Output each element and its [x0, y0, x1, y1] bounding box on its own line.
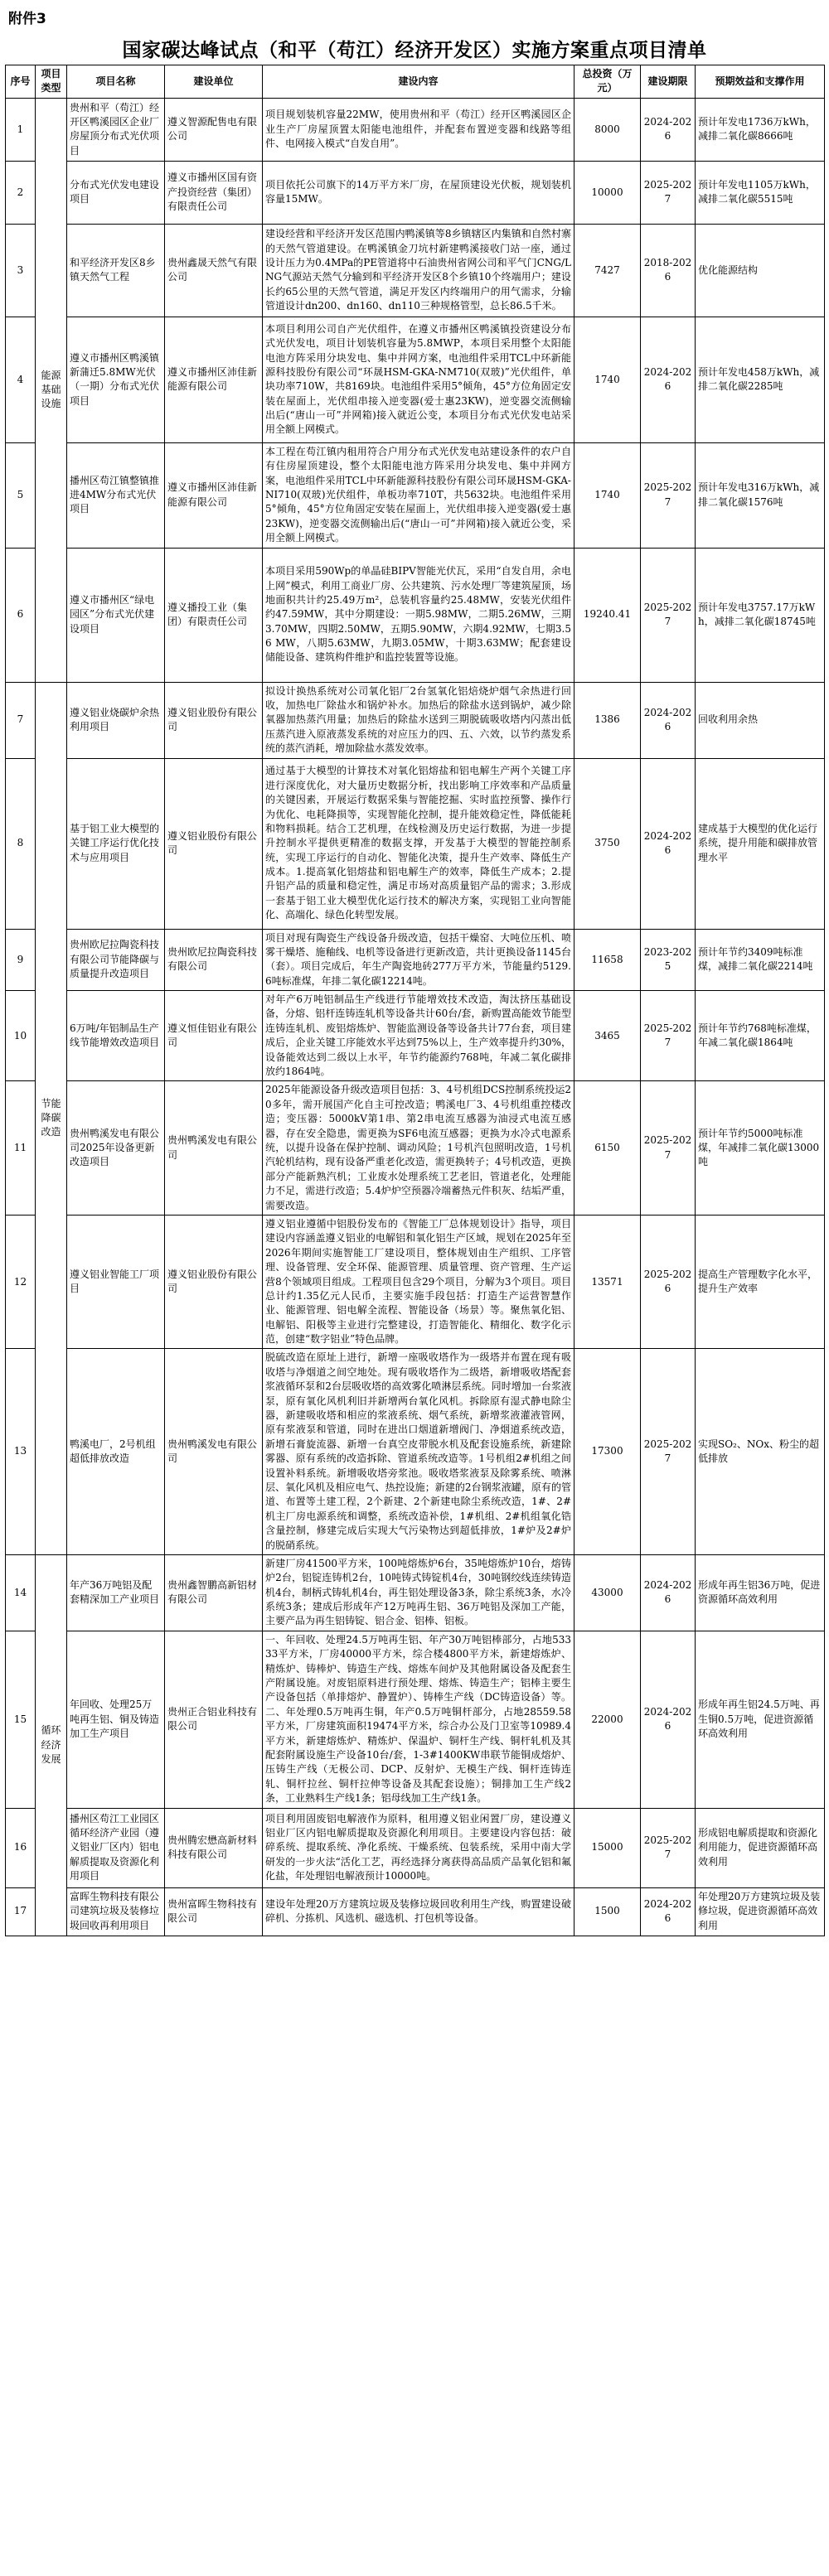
- total-investment: 17300: [574, 1349, 641, 1554]
- total-investment: 22000: [574, 1631, 641, 1808]
- construction-content: 脱硫改造在原址上进行，新增一座吸收塔作为一级塔并布置在现有吸收塔与净烟道之间空地处。现有吸收塔作为二级塔，新增吸收塔配套浆液循环泵和2台层吸收塔的高效雾化喷淋层系统。同时增加一台浆液泵，原有氧化风机利旧并新增两台氧化风机。拆除原有湿式静电除尘器，新建吸收塔和相应的浆液系统、烟气系统，新增浆液灌液管网，原有浆液泵和管道，同时在进出口烟道新增阀门、净烟道系统改造，新增石膏旋流器、新增一台真空皮带脱水机及配套设施系统，新建除雾器、原有系统的改造拆除、管道系统改造等。1号机组2#机组之间设置补料系统。新增吸收塔旁浆池。吸收塔浆液泵及除雾系统、喷淋层、氧化风机及相应电气、热控设施；新建的2台钢浆液罐，原有的管道、布置等土建工程，2个新建、2个新建电除尘系统改造，1#、2#机主厂房电源系统和调整，系统改造补偿，1#机组、2#机组氧化锆含量控制，修建完成后实现大气污染物达到超低排放，1#炉及2#炉的脱硝系统。: [263, 1349, 574, 1554]
- expected-benefit: 实现SO₂、NOx、粉尘的超低排放: [696, 1349, 825, 1554]
- row-number: 9: [6, 929, 36, 991]
- row-number: 4: [6, 317, 36, 442]
- construction-period: 2024-2026: [641, 1554, 696, 1631]
- header-period: 建设期限: [641, 65, 696, 99]
- project-name: 分布式光伏发电建设项目: [67, 161, 165, 224]
- construction-unit: 遵义播投工业（集团）有限责任公司: [165, 548, 263, 682]
- construction-content: 通过基于大模型的计算技术对氧化铝熔盐和铝电解生产两个关键工序进行深度优化，对大量历史数据分析，找出影响工序效率和产品质量的关键因素，开展运行数据采集与智能挖掘、实时监控预警、操作行为优化、电耗降损等，实现智能化控制，提升能效稳定性，降低能耗和物料损耗。结合工艺机理，在线检测及历史运行数据，为进一步提升控制水平提供更精准的数据支撑，开发基于大模型的智能控制系统，实现工序运行的自动化、智能化决策，提升生产效率、降低生产成本。1.提高氧化铝熔盐和铝电解生产的效率，降低生产成本；2.提升铝产品的质量和稳定性，满足市场对高质量铝产品的需求；3.形成一套基于铝工业大模型优化运行技术的解决方案，实现铝工业向智能化、高端化、绿色化转型发展。: [263, 758, 574, 929]
- expected-benefit: 形成年再生铝24.5万吨、再生铜0.5万吨，促进资源循环高效利用: [696, 1631, 825, 1808]
- total-investment: 13571: [574, 1215, 641, 1349]
- total-investment: 6150: [574, 1081, 641, 1216]
- row-number: 8: [6, 758, 36, 929]
- construction-period: 2025-2027: [641, 1808, 696, 1887]
- table-row: [6, 442, 825, 548]
- row-number: 3: [6, 224, 36, 317]
- expected-benefit: 建成基于大模型的优化运行系统，提升用能和碳排放管理水平: [696, 758, 825, 929]
- row-number: 12: [6, 1215, 36, 1349]
- construction-unit: 贵州鑫晟天然气有限公司: [165, 224, 263, 317]
- construction-unit: 遵义铝业股份有限公司: [165, 758, 263, 929]
- row-number: 7: [6, 682, 36, 758]
- expected-benefit: 预计年节约5000吨标准煤，年减排二氧化碳13000吨: [696, 1081, 825, 1216]
- construction-content: 建设经营和平经济开发区范围内鸭溪镇等8乡镇辖区内集镇和自然村寨的天然气管道建设。在鸭溪镇金刀坑村新建鸭溪接收门站一座，通过设计压力为0.4MPa的PE管道将中石油贵州省网公司和平气门CNG/LNG气源站天然气分输到和平经济开发区8个乡镇10个终端用户；建设长约65公里的天然气管道，满足开发区内终端用户的用气需求，分输管道设计dn200、dn160、dn110三种规格管型，总长86.5千米。: [263, 224, 574, 317]
- construction-unit: 遵义智源配售电有限公司: [165, 98, 263, 161]
- project-name: 遵义铝业烧碳炉余热利用项目: [67, 682, 165, 758]
- construction-period: 2025-2027: [641, 548, 696, 682]
- expected-benefit: 预计年发电1736万kWh，减排二氧化碳8666吨: [696, 98, 825, 161]
- table-row: [6, 224, 825, 317]
- project-name: 贵州鸭溪发电有限公司2025年设备更新改造项目: [67, 1081, 165, 1216]
- expected-benefit: 形成铝电解质提取和资源化利用能力，促进资源循环高效利用: [696, 1808, 825, 1887]
- construction-unit: 遵义恒佳铝业有限公司: [165, 991, 263, 1081]
- project-name: 播州区苟江工业园区循环经济产业园（遵义铝业厂区内）铝电解质提取及资源化利用项目: [67, 1808, 165, 1887]
- expected-benefit: 预计年发电458万kWh，减排二氧化碳2285吨: [696, 317, 825, 442]
- project-name: 贵州欧尼拉陶瓷科技有限公司节能降碳与质量提升改造项目: [67, 929, 165, 991]
- construction-unit: 遵义铝业股份有限公司: [165, 682, 263, 758]
- construction-content: 对年产6万吨铝制品生产线进行节能增效技术改造，淘汰挤压基础设备，分熔、铝杆连铸连轧机等设备共计60台/套，新购置高能效节能型连铸连轧机、废铝熔炼炉、智能监测设备等设备共计77台套，项目建成后，企业关键工序能效水平达到75%以上，生产效率提升约30%，设备能效达到二级以上水平，年节约能源约768吨，年减二氧化碳排放约1864吨。: [263, 991, 574, 1081]
- table-row: [6, 1631, 825, 1808]
- table-row: [6, 98, 825, 161]
- construction-content: 项目规划装机容量22MW，使用贵州和平（苟江）经开区鸭溪园区企业生产厂房屋顶置太阳能电池组件，并配套布置逆变器和线路等组件、电网接入模式“自发自用”。: [263, 98, 574, 161]
- total-investment: 15000: [574, 1808, 641, 1887]
- construction-unit: 贵州富晖生物科技有限公司: [165, 1887, 263, 1936]
- table-row: [6, 1081, 825, 1216]
- project-name: 年回收、处理25万吨再生铝、铜及铸造加工生产项目: [67, 1631, 165, 1808]
- construction-period: 2025-2027: [641, 161, 696, 224]
- table-row: [6, 991, 825, 1081]
- total-investment: 1500: [574, 1887, 641, 1936]
- project-name: 贵州和平（苟江）经开区鸭溪园区企业厂房屋顶分布式光伏项目: [67, 98, 165, 161]
- total-investment: 1386: [574, 682, 641, 758]
- construction-content: 新建厂房41500平方米，100吨熔炼炉6台，35吨熔炼炉10台，熔铸炉2台，铝锭连铸机2台，10吨铸式铸锭机4台，30吨钢绞线连续铸造机4台，制柄式铸轧机4台，再生铝处理设备3条，除尘系统3条，水冷系统3条；建成后形成年产12万吨再生铝、36万吨铝及深加工产能，主要产品为再生铝铸锭、铝合金、铝棒、铝板。: [263, 1554, 574, 1631]
- construction-unit: 贵州欧尼拉陶瓷科技有限公司: [165, 929, 263, 991]
- table-row: [6, 548, 825, 682]
- project-name: 遵义铝业智能工厂项目: [67, 1215, 165, 1349]
- project-name: 遵义市播州区鸭溪镇新蒲迁5.8MW光伏（一期）分布式光伏项目: [67, 317, 165, 442]
- construction-unit: 贵州腾宏懋高新材料科技有限公司: [165, 1808, 263, 1887]
- construction-period: 2025-2026: [641, 1215, 696, 1349]
- project-name: 遵义市播州区“绿电园区”分布式光伏建设项目: [67, 548, 165, 682]
- table-row: [6, 929, 825, 991]
- expected-benefit: 优化能源结构: [696, 224, 825, 317]
- construction-unit: 贵州正合铝业科技有限公司: [165, 1631, 263, 1808]
- table-row: [6, 682, 825, 758]
- project-category: 循环经济发展: [36, 1554, 67, 1936]
- row-number: 13: [6, 1349, 36, 1554]
- construction-content: 一、年回收、处理24.5万吨再生铝、年产30万吨铝棒部分，占地53333平方米，厂房40000平方米，综合楼4800平方米，新建熔炼炉、精炼炉、铸棒炉、铸造生产线、熔炼车间炉及其他附属设备及配套生产附属设施。对废铝原料进行预处理、熔炼、铸造生产；铝棒主要生产设备包括（单排熔炉、静置炉）、铸棒生产线（DC铸造设备）等。二、年处理0.5万吨再生铜，年产0.5万吨铜杆部分，占地28559.58平方米，厂房建筑面积19474平方米，综合办公及门卫室等10989.4平方米，新建熔炼炉、精炼炉、保温炉、铜杆生产线、铜杆轧机及其配套附属设施生产设备10台/套，1-3#1400KW串联节能铜成熔炉、压铸生产线（无极公司、DCP、反射炉、无模生产线、铜杆连铸连轧、铜杆拉丝、铜杆拉伸等设备及其配套设施）；铜排加工生产线2条，工业熟料生产线1条；铝母线加工生产线1条。: [263, 1631, 574, 1808]
- row-number: 6: [6, 548, 36, 682]
- row-number: 5: [6, 442, 36, 548]
- total-investment: 19240.41: [574, 548, 641, 682]
- header-unit: 建设单位: [165, 65, 263, 99]
- expected-benefit: 预计年发电3757.17万kWh，减排二氧化碳18745吨: [696, 548, 825, 682]
- construction-unit: 遵义市播州区沛佳新能源有限公司: [165, 317, 263, 442]
- table-row: [6, 1215, 825, 1349]
- header-benefit: 预期效益和支撑作用: [696, 65, 825, 99]
- construction-unit: 贵州鸭溪发电有限公司: [165, 1081, 263, 1216]
- expected-benefit: 提高生产管理数字化水平，提升生产效率: [696, 1215, 825, 1349]
- project-name: 播州区苟江镇整镇推进4MW分布式光伏项目: [67, 442, 165, 548]
- construction-content: 本项目利用公司自产光伏组件，在遵义市播州区鸭溪镇投资建设分布式光伏发电，项目计划装机容量为5.8MWP，本项目采用整个太阳能电池方阵采用分块发电、集中并网方案，电池组件采用TCL中环新能源科技股份有限公司“环晟HSM-GKA-NM710(双玻)”光伏组件，单块功率710W，共8169块。电池组件采用5°倾角，45°方位角固定安装在屋面上，光伏组串接入逆变器(爱士惠23KW)，逆变器交流侧输出后(“唐山一可”并网箱)接入就近公变，本项目分布式光伏发电站采用全额上网模式。: [263, 317, 574, 442]
- construction-content: 项目依托公司旗下的14万平方米厂房，在屋顶建设光伏板，规划装机容量15MW。: [263, 161, 574, 224]
- row-number: 2: [6, 161, 36, 224]
- construction-unit: 遵义市播州区沛佳新能源有限公司: [165, 442, 263, 548]
- construction-unit: 贵州鑫智鹏高新铝材有限公司: [165, 1554, 263, 1631]
- total-investment: 3465: [574, 991, 641, 1081]
- header-name: 项目名称: [67, 65, 165, 99]
- table-header-row: [6, 65, 825, 99]
- construction-content: 拟设计换热系统对公司氧化铝厂2台氢氧化铝焙烧炉烟气余热进行回收，加热电厂除盐水和锅炉补水。加热后的除盐水送到锅炉，减少除氧器加热蒸汽用量；加热后的除盐水送到三期脱硫吸收塔内闪蒸出低压蒸汽进入原液蒸发系统的对应压力的四、五、六效，以节约蒸发系统的蒸汽消耗，增加除盐水蒸发效率。: [263, 682, 574, 758]
- construction-period: 2024-2026: [641, 317, 696, 442]
- expected-benefit: 回收利用余热: [696, 682, 825, 758]
- header-no: 序号: [6, 65, 36, 99]
- row-number: 15: [6, 1631, 36, 1808]
- project-name: 和平经济开发区8乡镇天然气工程: [67, 224, 165, 317]
- table-row: [6, 317, 825, 442]
- row-number: 16: [6, 1808, 36, 1887]
- construction-content: 建设年处理20万方建筑垃圾及装修垃圾回收利用生产线，购置建设破碎机、分拣机、风选机、磁选机、打包机等设备。: [263, 1887, 574, 1936]
- construction-period: 2025-2027: [641, 442, 696, 548]
- construction-unit: 遵义市播州区国有资产投资经营（集团）有限责任公司: [165, 161, 263, 224]
- construction-period: 2024-2026: [641, 1887, 696, 1936]
- project-name: 鸭溪电厂，2号机组超低排放改造: [67, 1349, 165, 1554]
- row-number: 10: [6, 991, 36, 1081]
- construction-content: 项目利用固废铝电解液作为原料，租用遵义铝业闲置厂房，建设遵义铝业厂区内铝电解质提取及资源化利用项目。主要建设内容包括：破碎系统、提取系统、净化系统、干燥系统、包装系统，采用中南大学研发的一步火法“活化工艺，再经选择分离获得高品质产品氧化铝和氟化盐，年处理铝电解液预计10000吨。: [263, 1808, 574, 1887]
- construction-unit: 遵义铝业股份有限公司: [165, 1215, 263, 1349]
- table-row: [6, 161, 825, 224]
- construction-period: 2018-2026: [641, 224, 696, 317]
- table-row: [6, 1808, 825, 1887]
- table-row: [6, 1349, 825, 1554]
- expected-benefit: 形成年再生铝36万吨，促进资源循环高效利用: [696, 1554, 825, 1631]
- construction-period: 2025-2027: [641, 1349, 696, 1554]
- row-number: 1: [6, 98, 36, 161]
- total-investment: 8000: [574, 98, 641, 161]
- header-type: 项目类型: [36, 65, 67, 99]
- total-investment: 7427: [574, 224, 641, 317]
- expected-benefit: 年处理20万方建筑垃圾及装修垃圾，促进资源循环高效利用: [696, 1887, 825, 1936]
- row-number: 17: [6, 1887, 36, 1936]
- attachment-label: 附件3: [8, 11, 46, 27]
- total-investment: 1740: [574, 317, 641, 442]
- total-investment: 11658: [574, 929, 641, 991]
- table-row: [6, 1887, 825, 1936]
- project-name: 富晖生物科技有限公司建筑垃圾及装修垃圾回收再利用项目: [67, 1887, 165, 1936]
- total-investment: 1740: [574, 442, 641, 548]
- row-number: 14: [6, 1554, 36, 1631]
- project-category: 能源基础设施: [36, 98, 67, 682]
- expected-benefit: 预计年发电316万kWh，减排二氧化碳1576吨: [696, 442, 825, 548]
- expected-benefit: 预计年发电1105万kWh，减排二氧化碳5515吨: [696, 161, 825, 224]
- construction-period: 2024-2026: [641, 682, 696, 758]
- construction-unit: 贵州鸭溪发电有限公司: [165, 1349, 263, 1554]
- project-table: [5, 65, 825, 1936]
- row-number: 11: [6, 1081, 36, 1216]
- project-category: 节能降碳改造: [36, 682, 67, 1554]
- construction-period: 2025-2027: [641, 991, 696, 1081]
- construction-content: 2025年能源设备升级改造项目包括：3、4号机组DCS控制系统投运20多年，需开展国产化自主可控改造；鸭溪电厂3、4号机组重控楼改造；变压器：5000kV第1串、第2串电流互感器为油浸式电流互感器，存在安全隐患，需更换为SF6电流互感器；更换为水冷式电源系统，以提升设备在保护控制、调动风险；1号机汽包照明改造，1号机汽轮机结构，现有设备严重老化改造，需更换转子；4号机改造，更换部分产能新熟汽机；工业废水处理系统工艺老旧，管道老化，处理能力不足，需进行改造；5.4炉炉空预器冷端蓄热元件积灰、结垢严重，需要改造。: [263, 1081, 574, 1216]
- document-title: 国家碳达峰试点（和平（苟江）经济开发区）实施方案重点项目清单: [122, 40, 707, 61]
- construction-period: 2024-2026: [641, 1631, 696, 1808]
- construction-content: 本项目采用590Wp的单晶硅BIPV智能光伏瓦，采用“自发自用，余电上网”模式，利用工商业厂房、公共建筑、污水处理厂等建筑屋顶，场地面积共计约25.49万m²，总装机容量约25.48MW，安装光伏组件约47.59MW，其中分期建设：一期5.98MW，二期5.26MW，三期3.70MW，四期2.50MW，五期5.90MW，六期4.92MW，七期3.56 MW，八期5.63MW，九期3.05MW，十期3.63MW；配套建设储能设备、建筑构件维护和监控装置等设施。: [263, 548, 574, 682]
- total-investment: 3750: [574, 758, 641, 929]
- total-investment: 10000: [574, 161, 641, 224]
- construction-content: 本工程在苟江镇内租用符合户用分布式光伏发电站建设条件的农户自有住房屋顶建设，整个太阳能电池方阵采用分块发电、集中并网方案，电池组件采用TCL中环新能源科技股份有限公司环晟HSM-GKA-NI710(双玻)光伏组件，单板功率710T，共5632块。电池组件采用5°倾角，45°方位角固定安装在屋面上，光伏组串接入逆变器(爱士惠23KW)，逆变器交流侧输出后(“唐山一可”并网箱)接入就近公变，采用全额上网模式。: [263, 442, 574, 548]
- table-row: [6, 758, 825, 929]
- expected-benefit: 预计年节约768吨标准煤，年减二氧化碳1864吨: [696, 991, 825, 1081]
- header-content: 建设内容: [263, 65, 574, 99]
- table-row: [6, 1554, 825, 1631]
- total-investment: 43000: [574, 1554, 641, 1631]
- construction-period: 2024-2026: [641, 98, 696, 161]
- construction-period: 2025-2027: [641, 1081, 696, 1216]
- expected-benefit: 预计年节约3409吨标准煤，减排二氧化碳2214吨: [696, 929, 825, 991]
- header-investment: 总投资（万元）: [574, 65, 641, 99]
- project-name: 基于铝工业大模型的关键工序运行优化技术与应用项目: [67, 758, 165, 929]
- project-name: 6万吨/年铝制品生产线节能增效改造项目: [67, 991, 165, 1081]
- construction-period: 2024-2026: [641, 758, 696, 929]
- project-name: 年产36万吨铝及配套精深加工产业项目: [67, 1554, 165, 1631]
- construction-content: 项目对现有陶瓷生产线设备升级改造，包括干燥窑、大吨位压机、喷雾干燥塔、施釉线、电机等设备进行更新改造，共计更换设备1145台（套）。项目完成后，年生产陶瓷地砖277万平方米，节能量约5129.6吨标准煤，年排二氧化碳12214吨。: [263, 929, 574, 991]
- construction-content: 遵义铝业遵循中铝股份发布的《智能工厂总体规划设计》指导，项目建设内容涵盖遵义铝业的电解铝和氧化铝生产区域，规划在2025年至2026年期间实施智能工厂建设项目，整体规划由生产组织、工序管理、设备管理、安全环保、能源管理、质量管理、资产管理、生产运营8个领域项目组成。工程项目包含29个项目，分解为3个项目。项目总计约1.35亿元人民币，主要实施手段包括：打造生产运营智慧作业、能源管理、铝电解全流程、智能设备（场景）等。聚焦氧化铝、电解铝、阳极等主业进行完整建设，打造智能化、精细化、数字化示范，创建“数字铝业”特色品牌。: [263, 1215, 574, 1349]
- construction-period: 2023-2025: [641, 929, 696, 991]
